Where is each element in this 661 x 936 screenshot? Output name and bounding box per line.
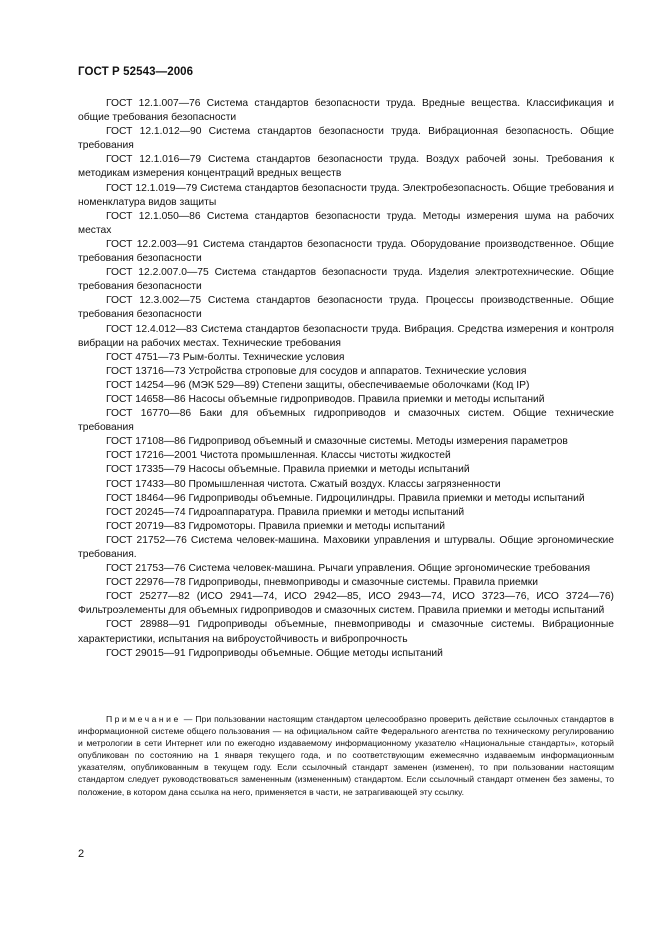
reference-item: ГОСТ 12.2.007.0—75 Система стандартов безопасности труда. Изделия электротехнические. Общие требования безопасности: [78, 267, 614, 293]
note-label: Примечание: [106, 714, 181, 724]
reference-item: ГОСТ 12.1.019—79 Система стандартов безопасности труда. Электробезопасность. Общие требования и номенклатура видов защиты: [78, 182, 614, 208]
reference-item: ГОСТ 12.1.016—79 Система стандартов безопасности труда. Воздух рабочей зоны. Требования к методикам измерения концентраций вредных веществ: [78, 154, 614, 180]
reference-item: ГОСТ 17335—79 Насосы объемные. Правила приемки и методы испытаний: [106, 464, 470, 476]
reference-item: ГОСТ 17216—2001 Чистота промышленная. Классы чистоты жидкостей: [106, 450, 451, 462]
reference-item: ГОСТ 20719—83 Гидромоторы. Правила приемки и методы испытаний: [106, 520, 445, 532]
reference-item: ГОСТ 4751—73 Рым-болты. Технические условия: [106, 351, 345, 363]
reference-item: ГОСТ 12.2.003—91 Система стандартов безопасности труда. Оборудование производственное. Общие требования безопасности: [78, 238, 614, 265]
note-paragraph: [78, 713, 614, 798]
note-text: — При пользовании настоящим стандартом целесообразно проверить действие ссылочных стандартов в информационной системе общего пользования — на официальном сайте Федерального агентства по техническому регулированию и метрологии в сети Интернет или по ежегодно издаваемому информационному указателю «Национальные стандарты», который опубликован по состоянию на 1 января текущего года, и по соответствующим ежемесячно издаваемым информационным указателям, опубликованным в текущем году. Если ссылочный стандарт заменен (изменен), то при пользовании настоящим стандартом следует руководствоваться замененным (измененным) стандартом. Если ссылочный стандарт отменен без замены, то положение, в котором дана ссылка на него, применяется в части, не затрагивающей эту ссылку.: [78, 714, 614, 797]
reference-item: ГОСТ 20245—74 Гидроаппаратура. Правила приемки и методы испытаний: [106, 506, 465, 518]
document-header: ГОСТ Р 52543—2006: [78, 66, 194, 78]
reference-item: ГОСТ 14658—86 Насосы объемные гидроприводов. Правила приемки и методы испытаний: [106, 393, 545, 405]
reference-item: ГОСТ 12.1.012—90 Система стандартов безопасности труда. Вибрационная безопасность. Общие требования: [78, 126, 614, 152]
reference-item: ГОСТ 12.4.012—83 Система стандартов безопасности труда. Вибрация. Средства измерения и контроля вибрации на рабочих местах. Технические требования: [78, 323, 614, 349]
page-number: 2: [78, 848, 85, 860]
reference-item: ГОСТ 28988—91 Гидроприводы объемные, пневмоприводы и смазочные системы. Вибрационные характеристики, испытания на виброустойчивость и вибропрочность: [78, 619, 614, 645]
reference-item: ГОСТ 21753—76 Система человек-машина. Рычаги управления. Общие эргономические требования: [106, 563, 591, 575]
reference-item: ГОСТ 17433—80 Промышленная чистота. Сжатый воздух. Классы загрязненности: [106, 478, 501, 490]
reference-item: ГОСТ 12.1.007—76 Система стандартов безопасности труда. Вредные вещества. Классификация и общие требования безопасности: [78, 98, 614, 124]
reference-item: ГОСТ 17108—86 Гидропривод объемный и смазочные системы. Методы измерения параметров: [106, 436, 568, 448]
reference-item: ГОСТ 12.3.002—75 Система стандартов безопасности труда. Процессы производственные. Общие требования безопасности: [78, 295, 614, 321]
reference-item: ГОСТ 25277—82 (ИСО 2941—74, ИСО 2942—85, ИСО 2943—74, ИСО 3723—76, ИСО 3724—76) Фильтроэлементы для объемных гидроприводов и смазочных систем. Правила приемки и методы испытаний: [78, 591, 614, 617]
reference-item: ГОСТ 22976—78 Гидроприводы, пневмоприводы и смазочные системы. Правила приемки: [106, 577, 539, 589]
reference-item: ГОСТ 18464—96 Гидроприводы объемные. Гидроцилиндры. Правила приемки и методы испытаний: [106, 492, 585, 504]
reference-item: ГОСТ 21752—76 Система человек-машина. Маховики управления и штурвалы. Общие эргономические требования.: [78, 534, 614, 560]
reference-item: ГОСТ 29015—91 Гидроприводы объемные. Общие методы испытаний: [106, 647, 443, 659]
reference-item: ГОСТ 14254—96 (МЭК 529—89) Степени защиты, обеспечиваемые оболочками (Код IP): [106, 379, 530, 391]
reference-item: ГОСТ 16770—86 Баки для объемных гидроприводов и смазочных систем. Общие технические требования: [78, 408, 614, 434]
reference-item: ГОСТ 12.1.050—86 Система стандартов безопасности труда. Методы измерения шума на рабочих местах: [78, 210, 614, 236]
references-list: [78, 97, 614, 661]
reference-item: ГОСТ 13716—73 Устройства строповые для сосудов и аппаратов. Технические условия: [106, 365, 527, 377]
